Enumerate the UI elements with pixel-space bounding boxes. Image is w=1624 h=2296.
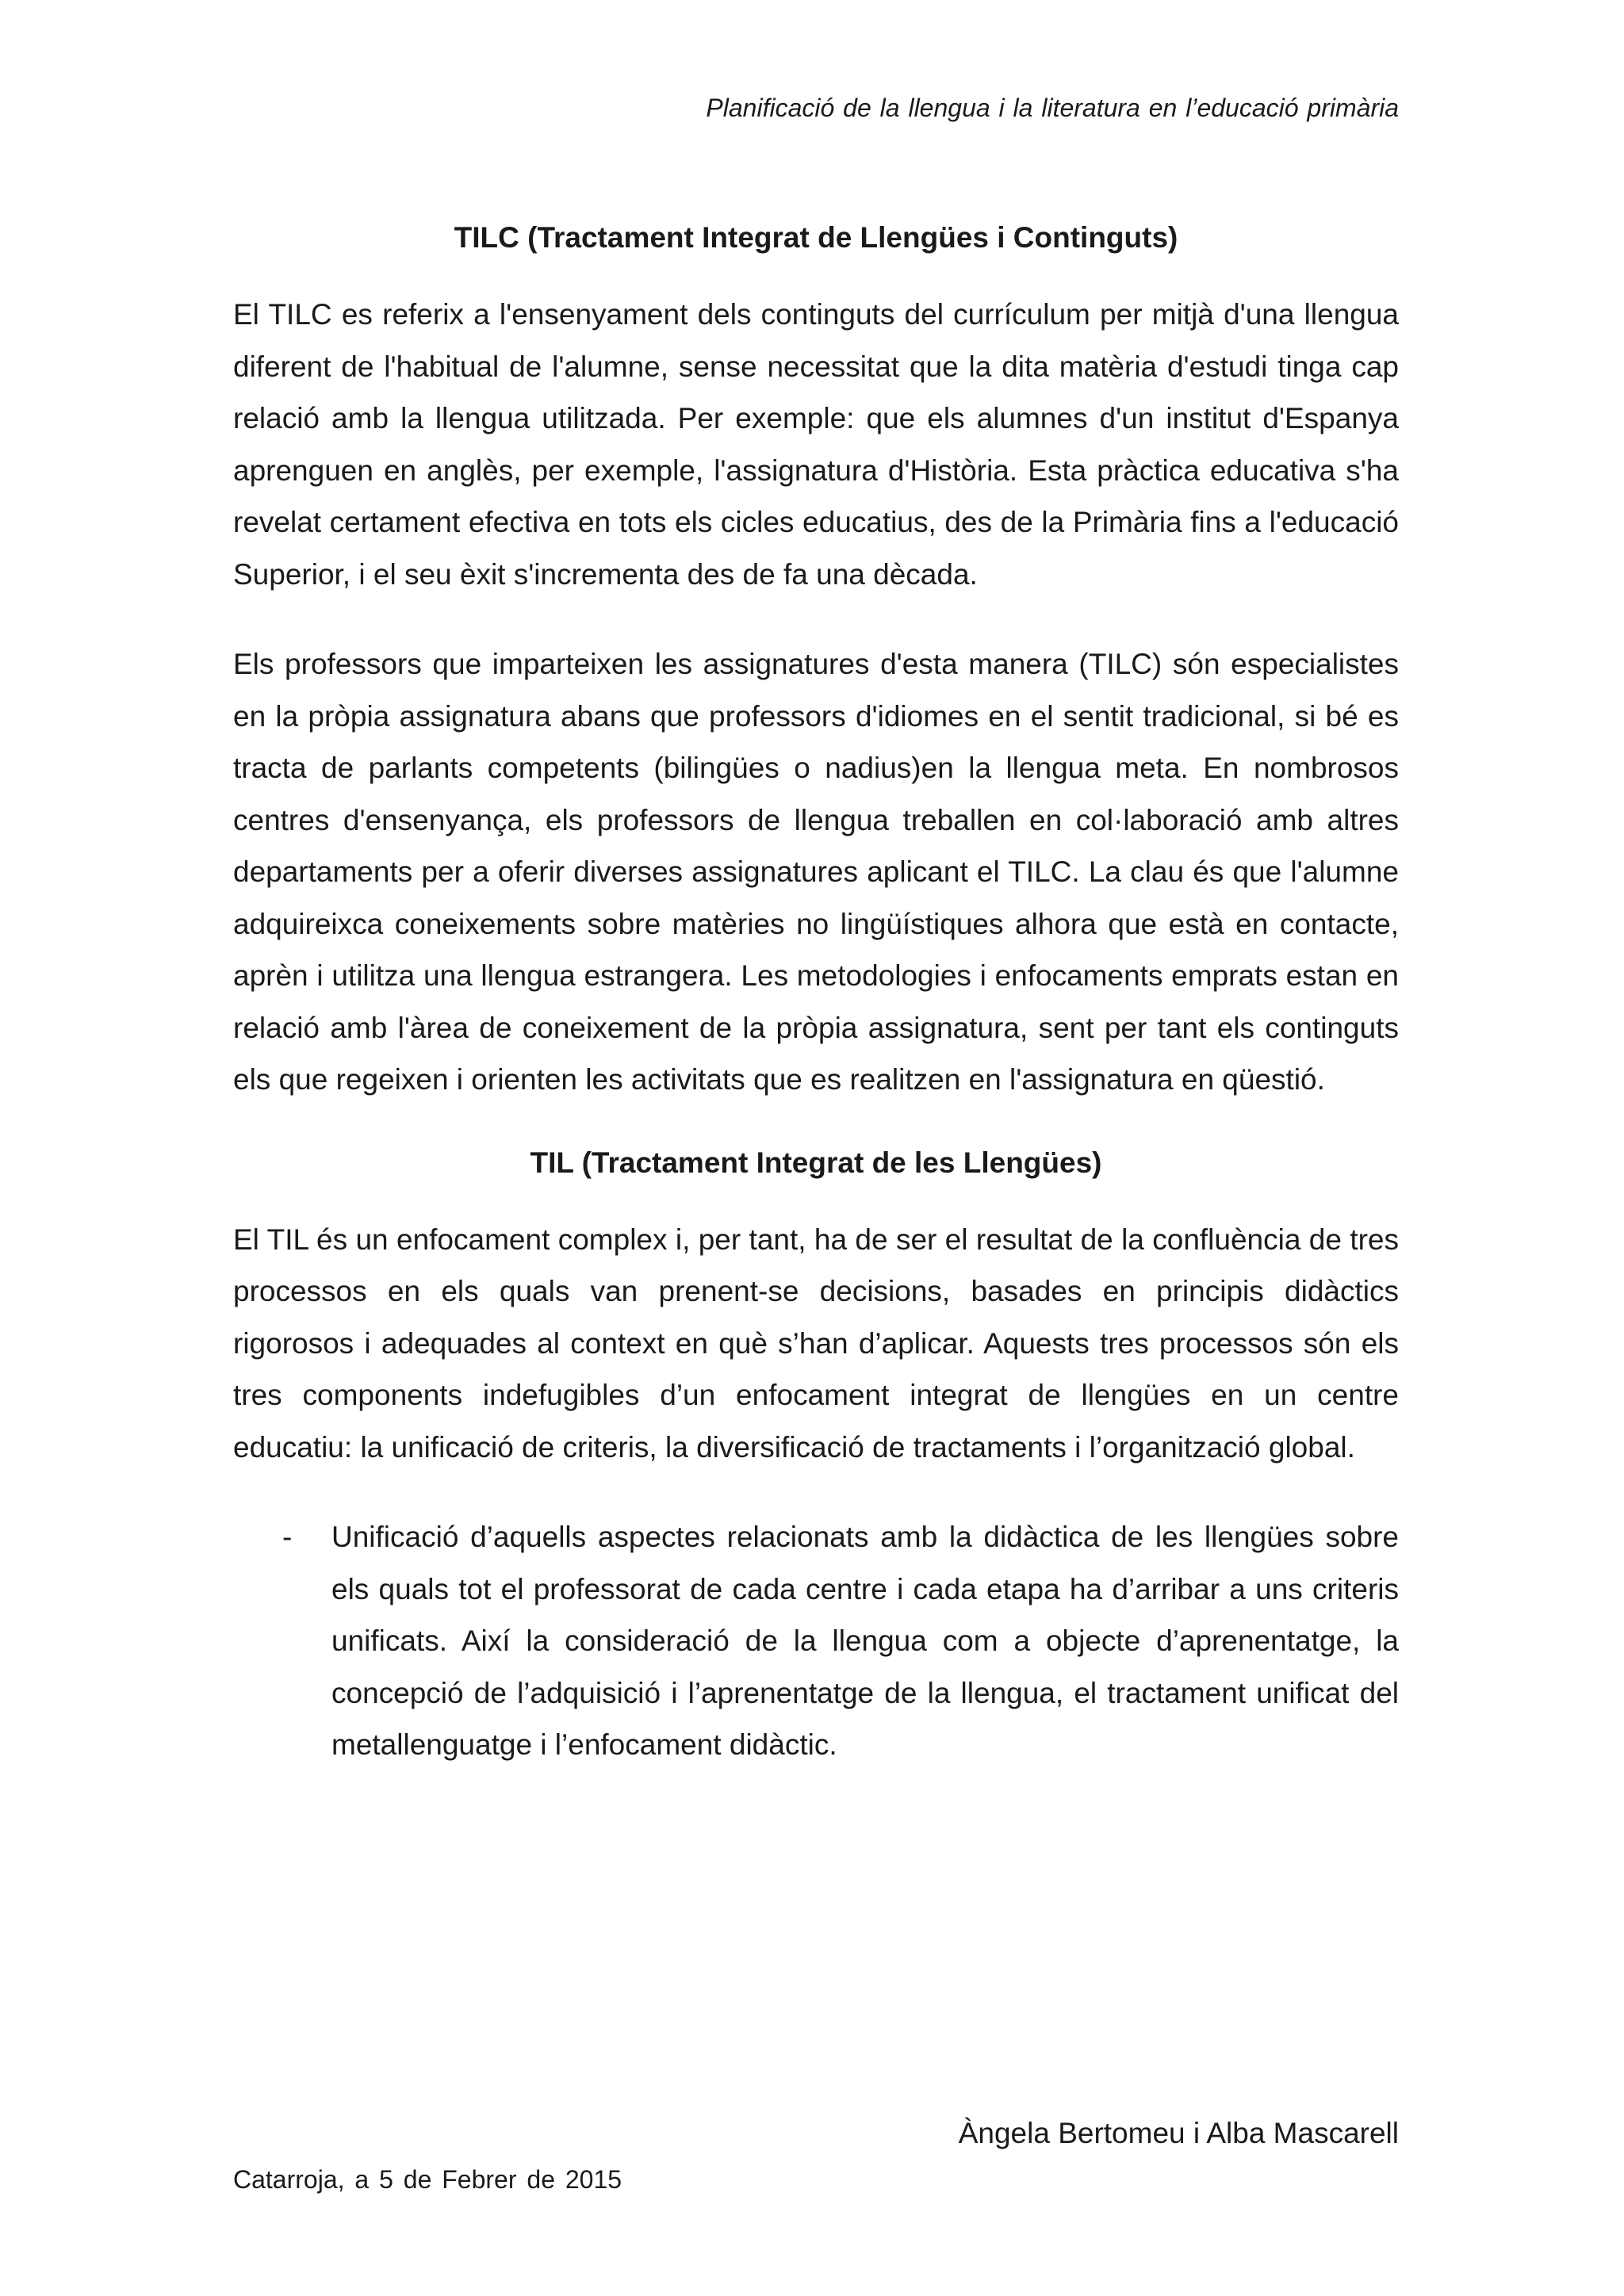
section-title: TILC (Tractament Integrat de Llengües i Continguts) bbox=[454, 221, 1178, 254]
paragraph: Els professors que imparteixen les assignatures d'esta manera (TILC) són especialistes en la pròpia assignatura abans que professors d'idiomes en el sentit tradicional, si bé es tracta de parlants competents (bilingües o nadius)en la llengua meta. En nombrosos centres d'ensenyança, els professors de llengua treballen en col·laboració amb altres departaments per a oferir diverses assignatures aplicant el TILC. La clau és que l'alumne adquireixca coneixements sobre matèries no lingüístiques alhora que està en contacte, aprèn i utilitza una llengua estrangera. Les metodologies i enfocaments emprats estan en relació amb l'àrea de coneixement de la pròpia assignatura, sent per tant els continguts els que regeixen i orienten les activitats que es realitzen en l'assignatura en qüestió. bbox=[233, 648, 1399, 1096]
author-signature: Àngela Bertomeu i Alba Mascarell bbox=[958, 2117, 1399, 2149]
section-title: TIL (Tractament Integrat de les Llengües) bbox=[530, 1146, 1102, 1179]
section-tilc bbox=[233, 219, 1399, 1106]
bullet-list bbox=[233, 1511, 1399, 1771]
paragraph: El TILC es referix a l'ensenyament dels continguts del currículum per mitjà d'una llengua diferent de l'habitual de l'alumne, sense necessitat que la dita matèria d'estudi tinga cap relació amb la llengua utilitzada. Per exemple: que els alumnes d'un institut d'Espanya aprenguen en anglès, per exemple, l'assignatura d'Història. Esta pràctica educativa s'ha revelat certament efectiva en tots els cicles educatius, des de la Primària fins a l'educació Superior, i el seu èxit s'incrementa des de fa una dècada. bbox=[233, 298, 1399, 591]
dash-bullet: - bbox=[282, 1521, 293, 1553]
paragraph: El TIL és un enfocament complex i, per tant, ha de ser el resultat de la confluència de tres processos en els quals van prenent-se decisions, basades en principis didàctics rigorosos i adequades al context en què s’han d’aplicar. Aquests tres processos són els tres components indefugibles d’un enfocament integrat de llengües en un centre educatiu: la unificació de criteris, la diversificació de tractaments i l’organització global. bbox=[233, 1223, 1399, 1464]
document-body bbox=[233, 219, 1399, 1771]
place-date: Catarroja, a 5 de Febrer de 2015 bbox=[233, 2165, 622, 2194]
running-header: Planificació de la llengua i la literatura en l’educació primària bbox=[706, 94, 1399, 122]
list-item-text: Unificació d’aquells aspectes relacionats amb la didàctica de les llengües sobre els quals tot el professorat de cada centre i cada etapa ha d’arribar a uns criteris unificats. Així la consideració de la llengua com a objecte d’aprenentatge, la concepció de l’adquisició i l’aprenentatge de la llengua, el tractament unificat del metallenguatge i l’enfocament didàctic. bbox=[331, 1521, 1399, 1761]
list-item bbox=[233, 1511, 1399, 1771]
section-til bbox=[233, 1144, 1399, 1771]
